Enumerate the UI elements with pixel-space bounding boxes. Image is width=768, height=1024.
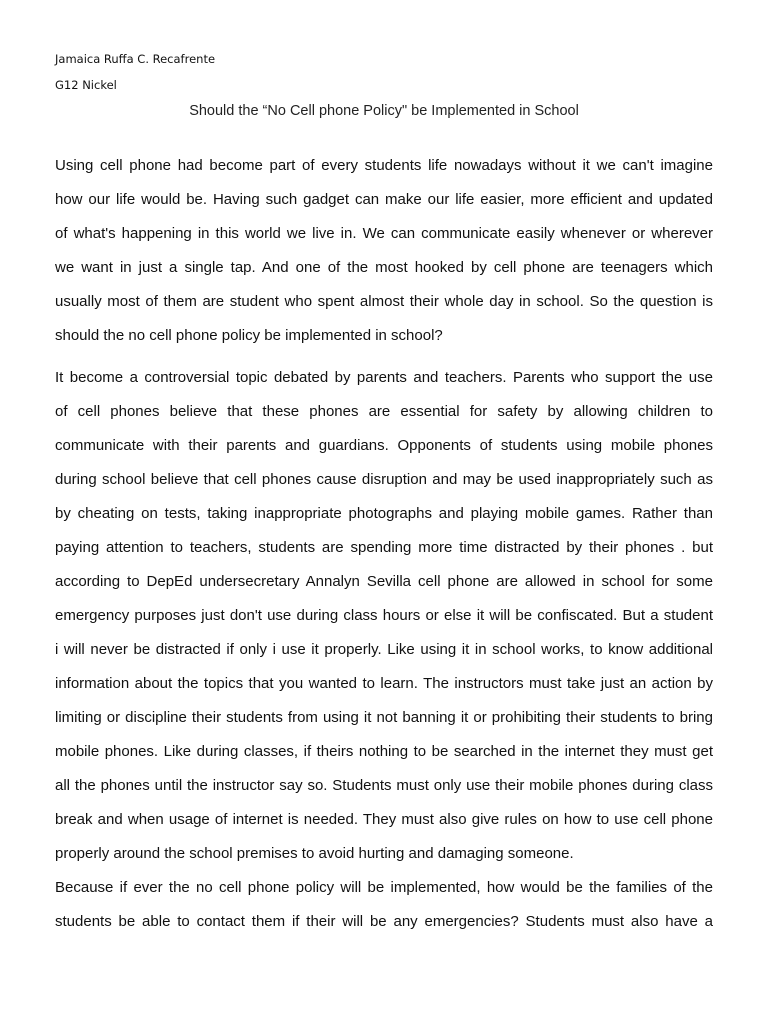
text-line: during school believe that cell phones cause disruption and may be used inappropriately such as: [55, 471, 713, 488]
text-line: Using cell phone had become part of every students life nowadays without it we can't imagine: [55, 157, 713, 174]
text-line: all the phones until the instructor say so. Students must only use their mobile phones during class: [55, 777, 713, 794]
text-line: It become a controversial topic debated by parents and teachers. Parents who support the use: [55, 369, 713, 386]
essay-body: [55, 156, 713, 946]
text-line: of cell phones believe that these phones are essential for safety by allowing children to: [55, 403, 713, 420]
text-line: usually most of them are student who spent almost their whole day in school. So the question is: [55, 293, 713, 310]
text-line: information about the topics that you wanted to learn. The instructors must take just an action by: [55, 675, 713, 692]
text-line: we want in just a single tap. And one of the most hooked by cell phone are teenagers which: [55, 259, 713, 276]
text-line: students be able to contact them if their will be any emergencies? Students must also have a: [55, 913, 713, 930]
text-line: break and when usage of internet is needed. They must also give rules on how to use cell phone: [55, 811, 713, 828]
text-line: how our life would be. Having such gadget can make our life easier, more efficient and updated: [55, 191, 713, 208]
author-section: G12 Nickel: [55, 78, 117, 92]
text-line: limiting or discipline their students from using it not banning it or prohibiting their students to bring: [55, 709, 713, 726]
text-line: properly around the school premises to avoid hurting and damaging someone.: [55, 845, 574, 862]
text-line: of what's happening in this world we live in. We can communicate easily whenever or wherever: [55, 225, 713, 242]
text-line: paying attention to teachers, students are spending more time distracted by their phones . but: [55, 539, 713, 556]
text-line: Because if ever the no cell phone policy will be implemented, how would be the families of the: [55, 879, 713, 896]
author-name: Jamaica Ruffa C. Recafrente: [55, 52, 216, 66]
text-line: according to DepEd undersecretary Annalyn Sevilla cell phone are allowed in school for some: [55, 573, 713, 590]
text-line: emergency purposes just don't use during class hours or else it will be confiscated. But a student: [55, 607, 713, 624]
text-line: should the no cell phone policy be implemented in school?: [55, 327, 443, 344]
text-line: mobile phones. Like during classes, if theirs nothing to be searched in the internet they must get: [55, 743, 713, 760]
paragraph-3: [55, 878, 713, 946]
text-line: i will never be distracted if only i use it properly. Like using it in school works, to know additional: [55, 641, 713, 658]
paragraph-2: [55, 368, 713, 878]
text-line: by cheating on tests, taking inappropriate photographs and playing mobile games. Rather than: [55, 505, 713, 522]
text-line: communicate with their parents and guardians. Opponents of students using mobile phones: [55, 437, 713, 454]
essay-title: Should the “No Cell phone Policy" be Implemented in School: [189, 103, 579, 119]
paragraph-1: [55, 156, 713, 360]
